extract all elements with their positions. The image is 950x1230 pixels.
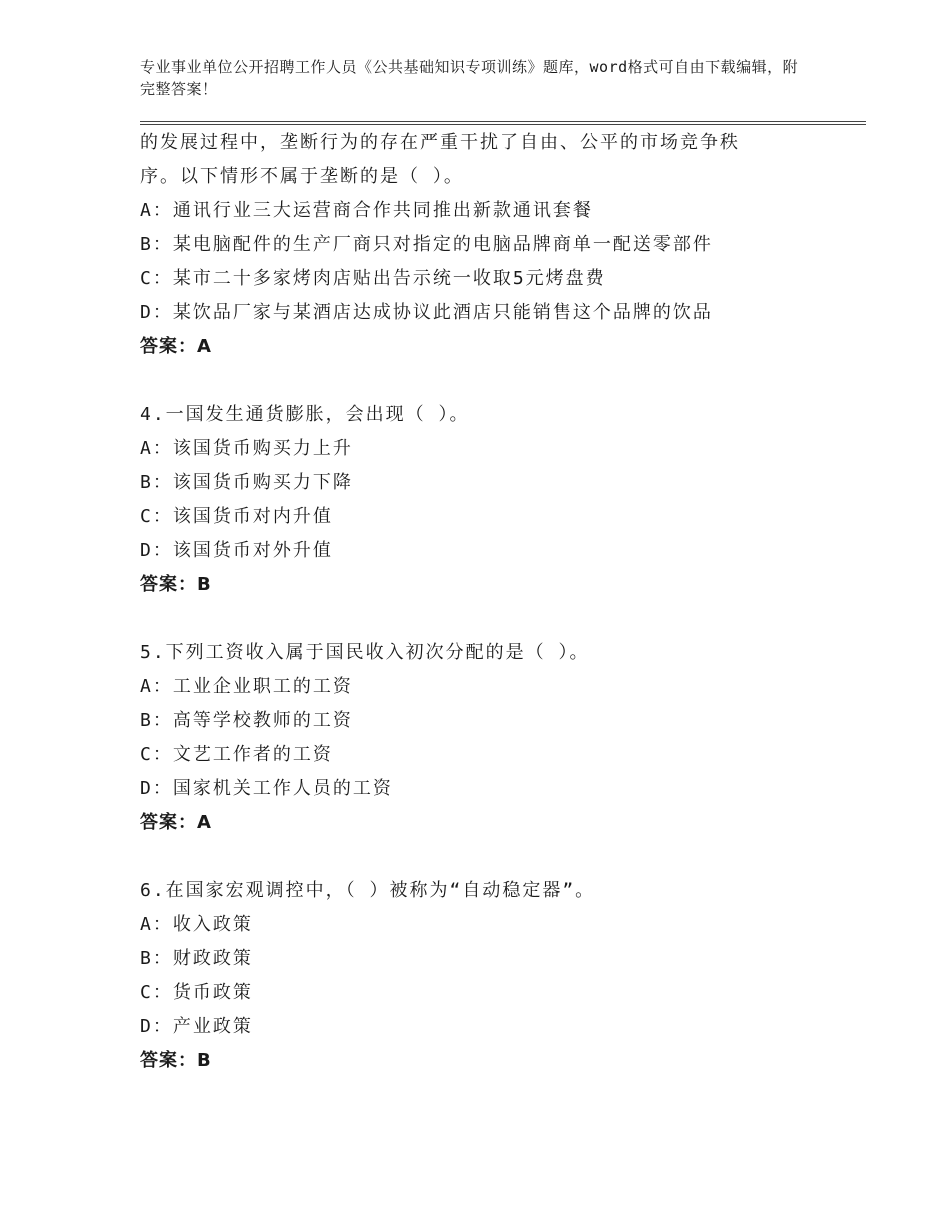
option-b: B：高等学校教师的工资: [140, 710, 353, 731]
option-b: B：某电脑配件的生产厂商只对指定的电脑品牌商单一配送零部件: [140, 234, 713, 255]
option-c: C：货币政策: [140, 982, 253, 1003]
question-4: [140, 398, 840, 602]
question-3: [140, 126, 840, 364]
option-d: D：国家机关工作人员的工资: [140, 778, 393, 799]
answer: 答案：B: [140, 1050, 212, 1071]
question-list: [140, 126, 840, 1078]
option-b: B：财政政策: [140, 948, 253, 969]
question-stem: 6.在国家宏观调控中，（ ）被称为“自动稳定器”。: [140, 880, 596, 901]
question-stem: 4.一国发生通货膨胀，会出现（ ）。: [140, 404, 470, 425]
answer: 答案：B: [140, 574, 212, 595]
answer: 答案：A: [140, 336, 212, 357]
option-c: C：该国货币对内升值: [140, 506, 333, 527]
option-d: D：某饮品厂家与某酒店达成协议此酒店只能销售这个品牌的饮品: [140, 302, 713, 323]
option-c: C：文艺工作者的工资: [140, 744, 333, 765]
option-d: D：该国货币对外升值: [140, 540, 333, 561]
question-stem: 5.下列工资收入属于国民收入初次分配的是（ ）。: [140, 642, 590, 663]
option-d: D：产业政策: [140, 1016, 253, 1037]
header-rule-top: [140, 121, 866, 122]
option-b: B：该国货币购买力下降: [140, 472, 353, 493]
header-rule-bottom: [140, 124, 866, 125]
question-stem: 序。以下情形不属于垄断的是（ ）。: [140, 166, 464, 187]
question-5: [140, 636, 840, 840]
option-a: A：工业企业职工的工资: [140, 676, 353, 697]
option-c: C：某市二十多家烤肉店贴出告示统一收取5元烤盘费: [140, 268, 606, 289]
document-header: 专业事业单位公开招聘工作人员《公共基础知识专项训练》题库，word格式可自由下载编辑，附完整答案！: [140, 58, 799, 98]
question-stem: 的发展过程中，垄断行为的存在严重干扰了自由、公平的市场竞争秩: [140, 132, 740, 153]
option-a: A：通讯行业三大运营商合作共同推出新款通讯套餐: [140, 200, 593, 221]
answer: 答案：A: [140, 812, 212, 833]
option-a: A：收入政策: [140, 914, 253, 935]
option-a: A：该国货币购买力上升: [140, 438, 353, 459]
question-6: [140, 874, 840, 1078]
